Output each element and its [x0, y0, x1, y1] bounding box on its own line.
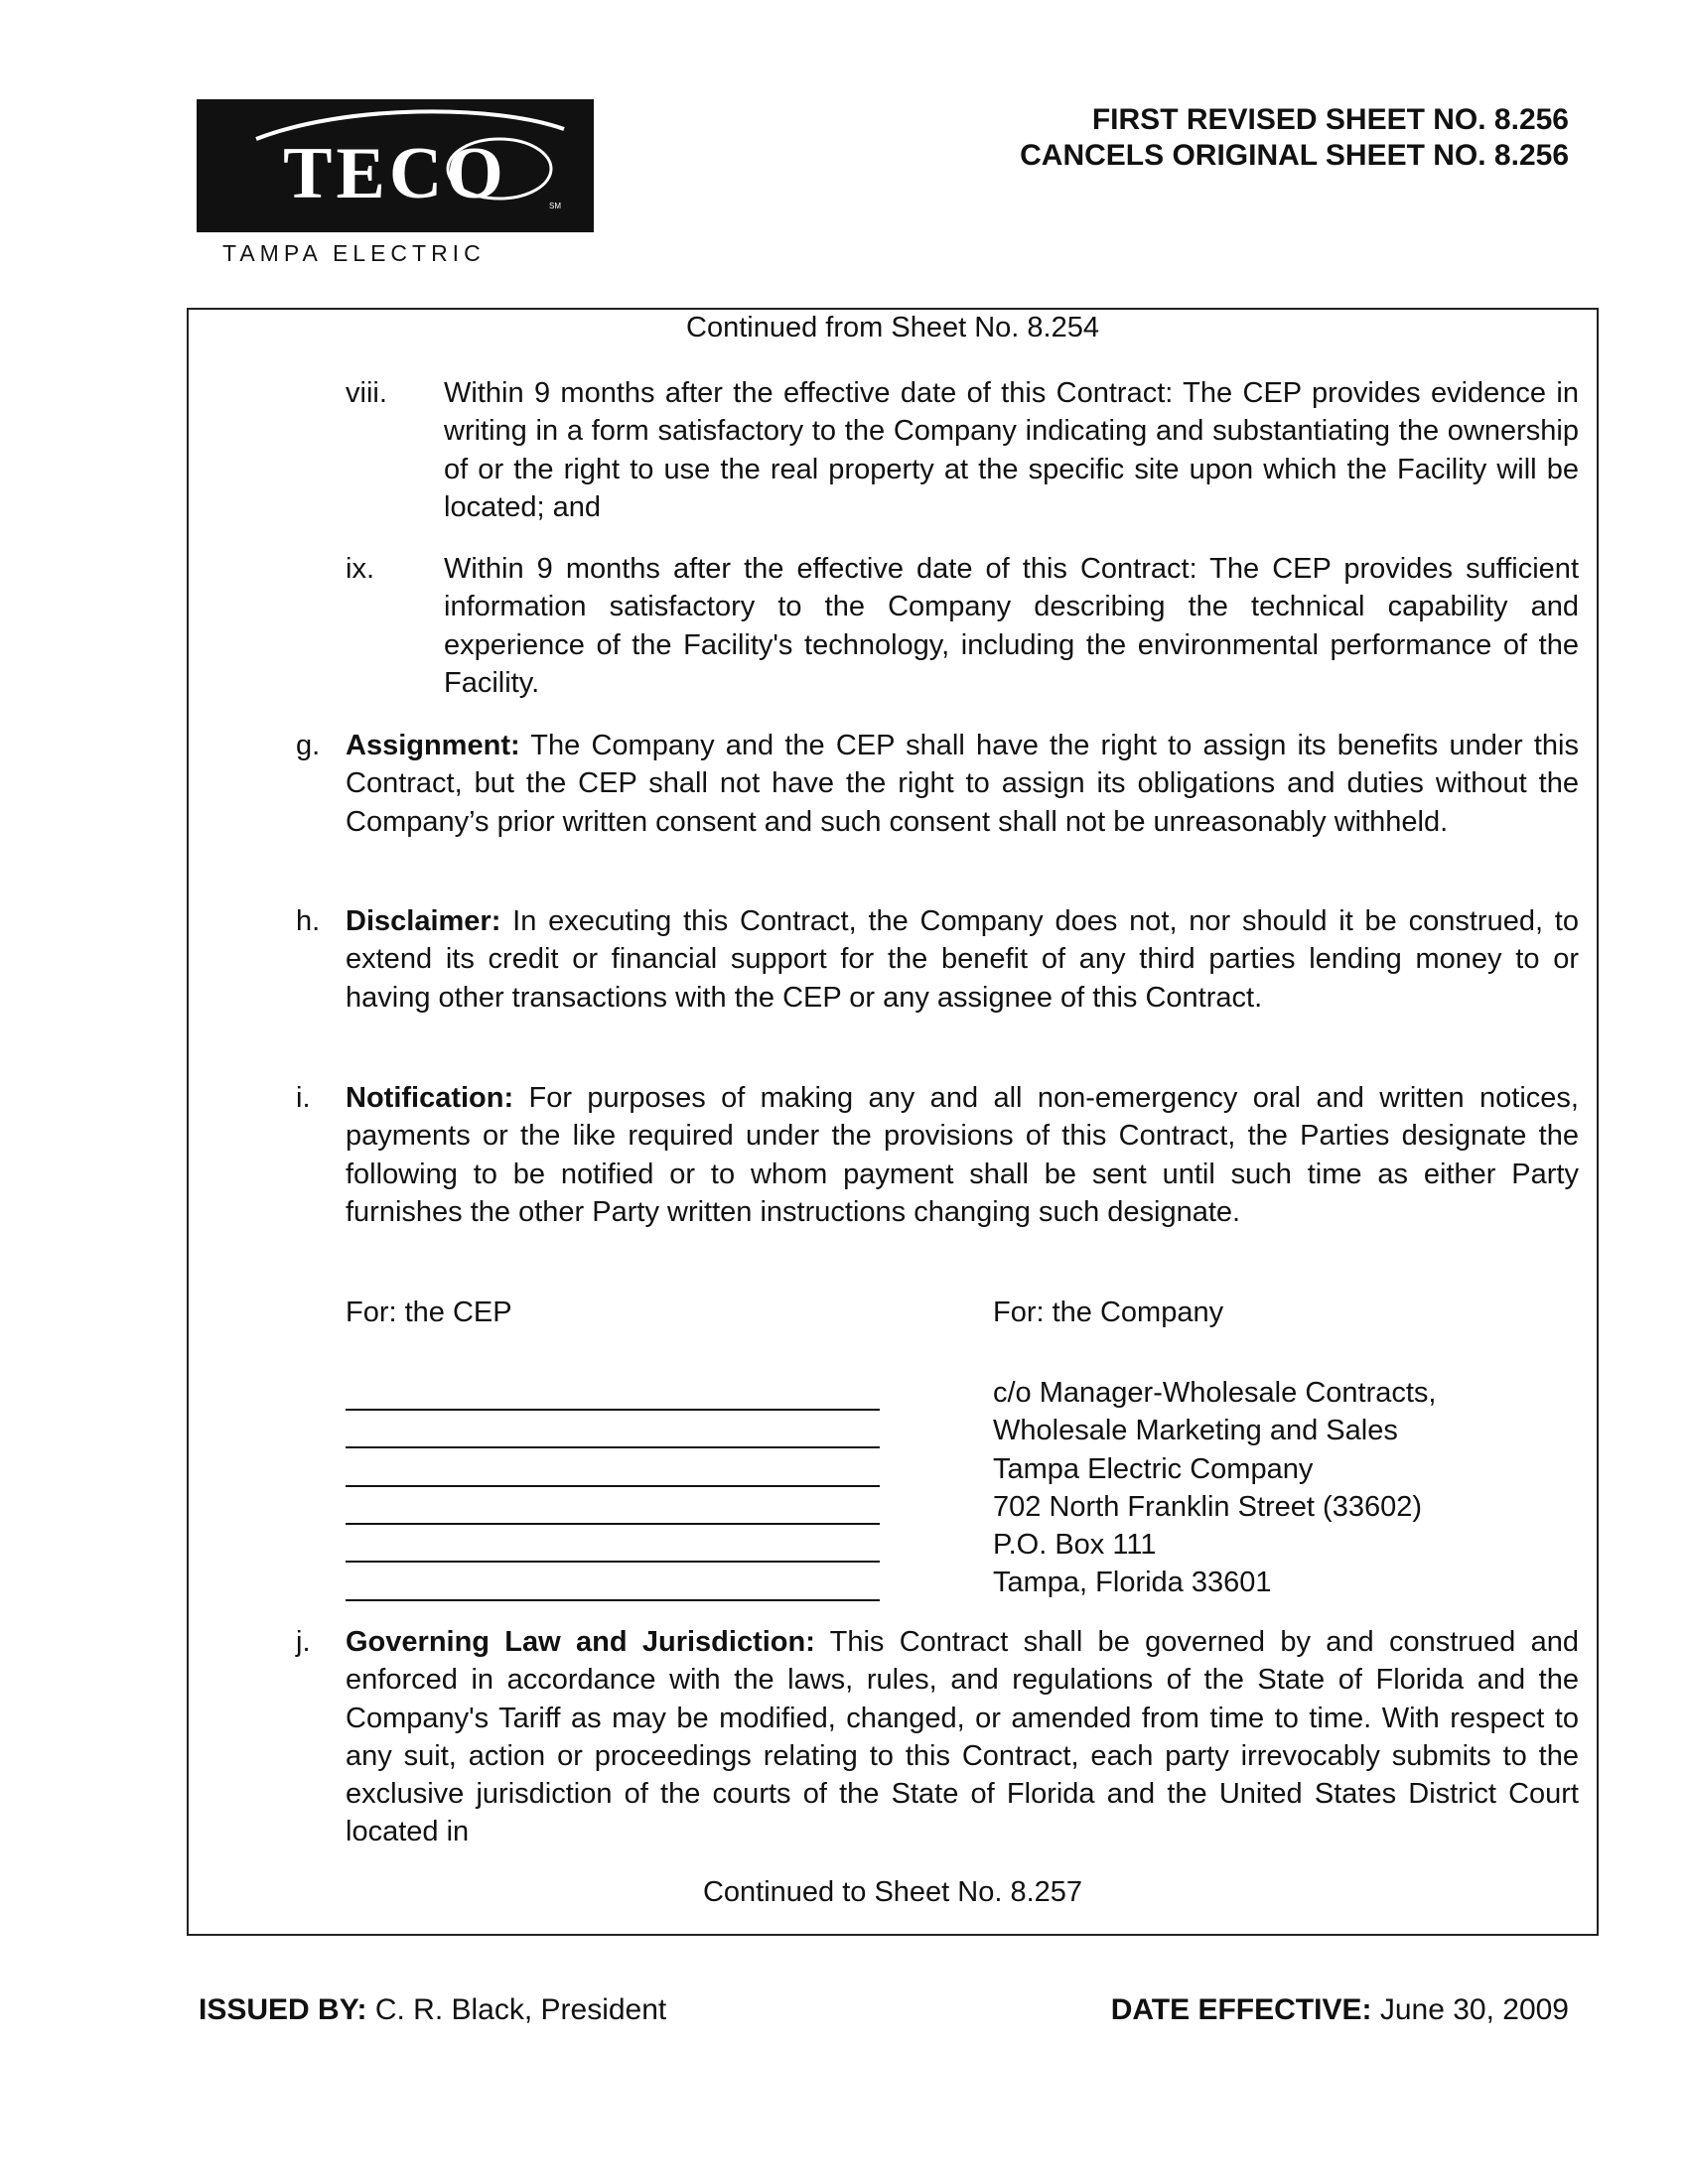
- for-company-label: For: the Company: [993, 1297, 1224, 1328]
- item-j-marker: j.: [296, 1626, 311, 1658]
- address-line: P.O. Box 111: [993, 1529, 1157, 1562]
- item-h-paragraph: [346, 902, 1579, 1017]
- item-g-marker: g.: [296, 730, 321, 761]
- item-g-text: The Company and the CEP shall have the right to assign its benefits under this Contract, but the CEP shall not have the right to assign its obligations and duties without the Company’s prior written consent and such consent shall not be unreasonably withheld.: [346, 730, 1579, 838]
- item-g-heading: Assignment:: [346, 730, 520, 761]
- item-j-heading: Governing Law and Jurisdiction:: [346, 1626, 815, 1658]
- cep-address-line[interactable]: [346, 1523, 880, 1525]
- issued-by: [199, 1993, 666, 2027]
- sheet-number: FIRST REVISED SHEET NO. 8.256: [1091, 103, 1569, 136]
- continued-from: Continued from Sheet No. 8.254: [686, 312, 1099, 343]
- item-j-text: This Contract shall be governed by and construed and enforced in accordance with the laws, rules, and regulations of the State of Florida and the Company's Tariff as may be modified, changed, or amended from time to time. With respect to any suit, action or proceedings relating to this Contract, each party irrevocably submits to the exclusive jurisdiction of the courts of the State of Florida and the United States District Court located in: [346, 1626, 1579, 1848]
- date-effective-label: DATE EFFECTIVE:: [1110, 1993, 1372, 2026]
- for-cep-label: For: the CEP: [346, 1297, 512, 1328]
- item-viii-text: Within 9 months after the effective date of this Contract: The CEP provides evidence in writing in a form satisfactory to the Company indicating and substantiating the ownership of or the right to use the real property at the specific site upon which the Facility will be located; and: [444, 377, 1579, 523]
- item-h-text: In executing this Contract, the Company does not, nor should it be construed, to extend its credit or financial support for the benefit of any third parties lending money to or having other transactions with the CEP or any assignee of this Contract.: [346, 905, 1579, 1014]
- company-address: [993, 1374, 1436, 1602]
- item-g-paragraph: [346, 727, 1579, 841]
- address-line: Wholesale Marketing and Sales: [993, 1415, 1398, 1447]
- item-i-paragraph: [346, 1079, 1579, 1231]
- item-i-heading: Notification:: [346, 1082, 514, 1114]
- company-name: TAMPA ELECTRIC: [222, 240, 486, 266]
- item-i-marker: i.: [296, 1082, 311, 1114]
- cep-address-line[interactable]: [346, 1446, 880, 1448]
- item-j-paragraph: [346, 1623, 1579, 1851]
- item-viii-marker: viii.: [346, 377, 387, 409]
- continued-to: Continued to Sheet No. 8.257: [702, 1876, 1083, 1908]
- date-effective-value: June 30, 2009: [1379, 1993, 1569, 2026]
- logo-service-mark: SM: [549, 202, 561, 210]
- cep-address-line[interactable]: [346, 1485, 880, 1487]
- logo-wordmark: TECO: [283, 133, 507, 214]
- item-ix-marker: ix.: [346, 553, 374, 585]
- date-effective: [1111, 1993, 1569, 2027]
- issued-by-value: C. R. Black, President: [374, 1993, 667, 2026]
- cep-address-line[interactable]: [346, 1561, 880, 1563]
- item-i-text: For purposes of making any and all non-emergency oral and written notices, payments or the like required under the provisions of this Contract, the Parties designate the following to be notified or to whom payment shall be sent until such time as either Party furnishes the other Party written instructions changing such designate.: [346, 1082, 1579, 1228]
- address-line: Tampa Electric Company: [993, 1452, 1314, 1485]
- item-ix-text: Within 9 months after the effective date of this Contract: The CEP provides sufficient information satisfactory to the Company describing the technical capability and experience of the Facility's technology, including the environmental performance of the Facility.: [444, 553, 1579, 699]
- cep-address-line[interactable]: [346, 1599, 880, 1601]
- cancels-sheet-number: CANCELS ORIGINAL SHEET NO. 8.256: [1020, 139, 1569, 172]
- address-line: c/o Manager-Wholesale Contracts,: [993, 1377, 1437, 1409]
- sheet-header: [1020, 102, 1569, 174]
- teco-logo: [197, 99, 594, 232]
- issued-by-label: ISSUED BY:: [199, 1993, 367, 2026]
- address-line: 702 North Franklin Street (33602): [993, 1490, 1422, 1523]
- address-line: Tampa, Florida 33601: [993, 1567, 1272, 1599]
- item-h-heading: Disclaimer:: [346, 905, 501, 937]
- cep-address-line[interactable]: [346, 1409, 880, 1411]
- item-h-marker: h.: [296, 905, 321, 937]
